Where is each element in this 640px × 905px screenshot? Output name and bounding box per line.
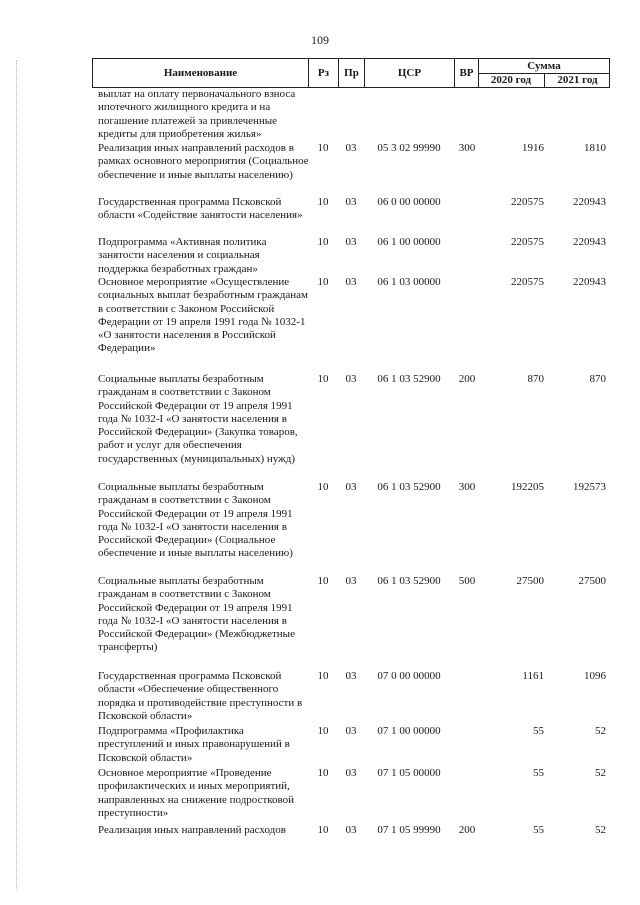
row-sum-2021: 1810 — [584, 142, 606, 154]
row-rz: 10 — [317, 236, 329, 248]
row-sum-2021: 52 — [595, 824, 606, 836]
row-rz: 10 — [317, 824, 329, 836]
row-name: выплат на оплату первоначального взноса ипотечного жилищного кредита и на погашение платежей за привлеченные кредиты для приобретения жилья» — [98, 88, 296, 140]
row-name: Реализация иных направлений расходов — [98, 824, 286, 836]
row-csr: 07 0 00 00000 — [377, 670, 441, 682]
row-sum-2020: 220575 — [511, 196, 544, 208]
header-rz: Рз — [308, 59, 338, 87]
row-sum-2020: 55 — [533, 725, 544, 737]
row-pr: 03 — [345, 373, 357, 385]
row-rz: 10 — [317, 196, 329, 208]
row-csr: 06 1 03 52900 — [377, 575, 441, 587]
row-sum-2021: 52 — [595, 767, 606, 779]
row-csr: 07 1 05 00000 — [377, 767, 441, 779]
header-2020: 2020 год — [490, 74, 532, 86]
row-sum-2020: 55 — [533, 824, 544, 836]
row-csr: 06 0 00 00000 — [377, 196, 441, 208]
row-sum-2021: 220943 — [573, 276, 606, 288]
row-name: Подпрограмма «Профилактика преступлений и иных правонарушений в Псковской области» — [98, 725, 290, 764]
row-rz: 10 — [317, 142, 329, 154]
row-sum-2021: 1096 — [584, 670, 606, 682]
row-name: Подпрограмма «Активная политика занятости населения и социальная поддержка безработных граждан» — [98, 236, 267, 275]
row-name: Социальные выплаты безработным гражданам в соответствии с Законом Российской Федерации от 19 апреля 1991 года № 1032-I «О занятости населения в Российской Федерации» (Закупка товаров, работ и услуг для обеспечения государственных (муниципальных) нужд) — [98, 373, 298, 465]
row-vr: 200 — [458, 824, 476, 836]
row-csr: 05 3 02 99990 — [377, 142, 441, 154]
row-sum-2020: 55 — [533, 767, 544, 779]
row-vr: 200 — [458, 373, 476, 385]
row-csr: 06 1 03 00000 — [377, 276, 441, 288]
row-name: Государственная программа Псковской области «Обеспечение общественного порядка и противодействие преступности в Псковской области» — [98, 670, 303, 722]
row-pr: 03 — [345, 824, 357, 836]
row-name: Основное мероприятие «Осуществление социальных выплат безработным гражданам в соответствии с Законом Российской Федерации от 19 апреля 1991 года № 1032-1 «О занятости населения в Российской Федерации» — [98, 276, 308, 355]
row-name: Основное мероприятие «Проведение профилактических и иных мероприятий, направленных на снижение подростковой преступности» — [98, 767, 295, 819]
row-csr: 06 1 03 52900 — [377, 481, 441, 493]
row-pr: 03 — [345, 236, 357, 248]
header-csr: ЦСР — [364, 59, 454, 87]
row-rz: 10 — [317, 670, 329, 682]
row-rz: 10 — [317, 481, 329, 493]
row-csr: 06 1 03 52900 — [377, 373, 441, 385]
row-pr: 03 — [345, 767, 357, 779]
table-header — [92, 58, 610, 88]
row-rz: 10 — [317, 767, 329, 779]
row-pr: 03 — [345, 481, 357, 493]
row-name: Государственная программа Псковской области «Содействие занятости населения» — [98, 196, 303, 222]
row-sum-2021: 870 — [589, 373, 606, 385]
row-sum-2021: 220943 — [573, 196, 606, 208]
row-pr: 03 — [345, 142, 357, 154]
row-sum-2021: 27500 — [578, 575, 606, 587]
row-name: Социальные выплаты безработным гражданам в соответствии с Законом Российской Федерации от 19 апреля 1991 года № 1032-I «О занятости населения в Российской Федерации» (Межбюджетные трансферты) — [98, 575, 295, 654]
row-pr: 03 — [345, 196, 357, 208]
row-rz: 10 — [317, 725, 329, 737]
row-csr: 06 1 00 00000 — [377, 236, 441, 248]
scan-margin-line — [16, 60, 17, 890]
row-sum-2020: 220575 — [511, 236, 544, 248]
row-csr: 07 1 05 99990 — [377, 824, 441, 836]
row-sum-2020: 1161 — [522, 670, 544, 682]
row-sum-2021: 52 — [595, 725, 606, 737]
row-sum-2021: 220943 — [573, 236, 606, 248]
header-pr: Пр — [338, 59, 364, 87]
row-sum-2020: 870 — [527, 373, 544, 385]
row-name: Реализация иных направлений расходов в рамках основного мероприятия (Социальное обеспечение и иные выплаты населению) — [98, 142, 309, 181]
row-vr: 500 — [458, 575, 476, 587]
row-sum-2020: 192205 — [511, 481, 544, 493]
row-rz: 10 — [317, 575, 329, 587]
row-pr: 03 — [345, 670, 357, 682]
row-sum-2020: 220575 — [511, 276, 544, 288]
header-2021: 2021 год — [544, 73, 610, 87]
row-name: Социальные выплаты безработным гражданам в соответствии с Законом Российской Федерации от 19 апреля 1991 года № 1032-I «О занятости населения в Российской Федерации» (Социальное обеспечение и иные выплаты населению) — [98, 481, 293, 560]
row-rz: 10 — [317, 276, 329, 288]
row-sum-2020: 27500 — [516, 575, 544, 587]
page-number: 109 — [311, 33, 329, 47]
header-sum: Сумма — [478, 59, 610, 74]
row-pr: 03 — [345, 276, 357, 288]
header-name: Наименование — [92, 59, 308, 87]
row-csr: 07 1 00 00000 — [377, 725, 441, 737]
row-sum-2021: 192573 — [573, 481, 606, 493]
row-vr: 300 — [458, 481, 476, 493]
row-rz: 10 — [317, 373, 329, 385]
row-sum-2020: 1916 — [522, 142, 544, 154]
row-vr: 300 — [458, 142, 476, 154]
row-pr: 03 — [345, 725, 357, 737]
row-pr: 03 — [345, 575, 357, 587]
header-vr: ВР — [454, 59, 478, 87]
